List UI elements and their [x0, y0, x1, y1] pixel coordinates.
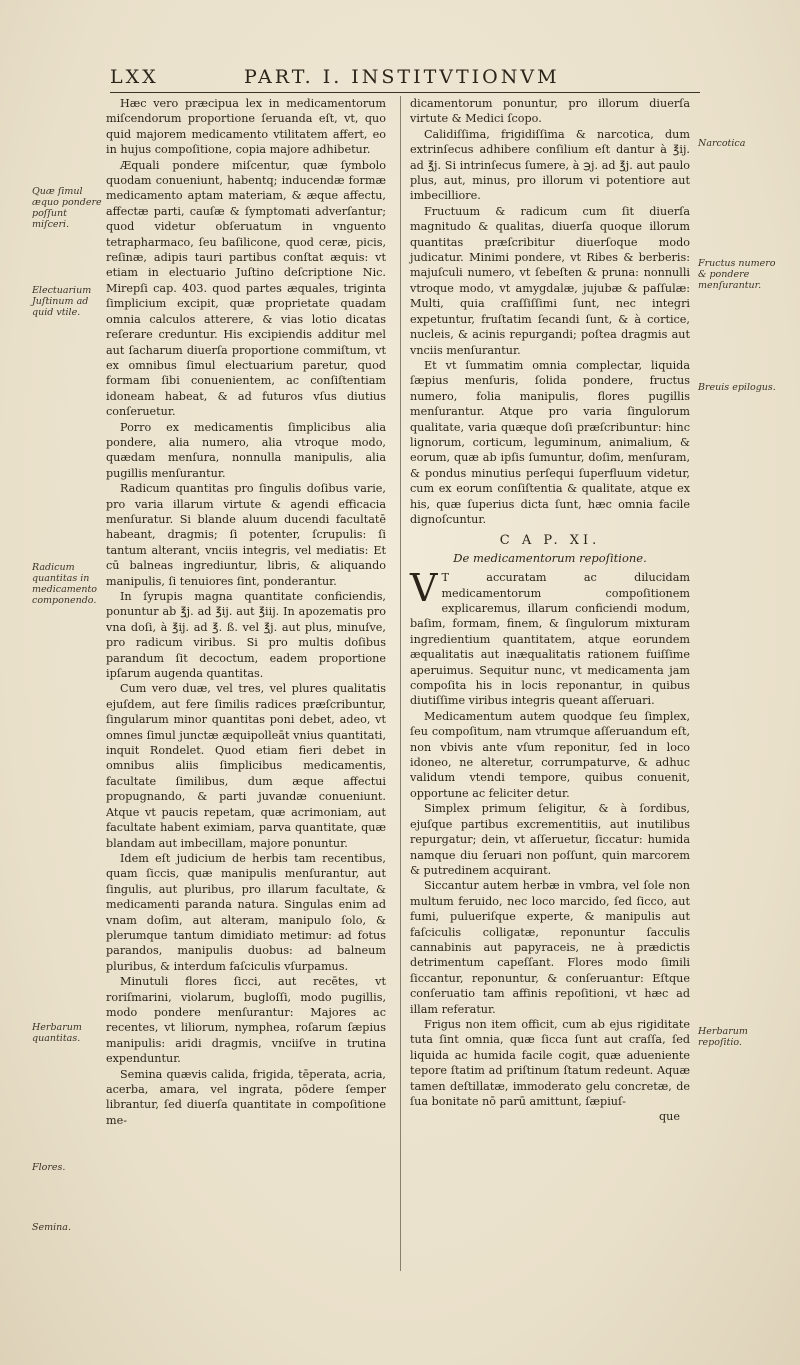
drop-cap: V: [410, 566, 438, 611]
paragraph: Hæc vero præcipua lex in medicamentorum miſcendorum proportione ſeruanda eſt, vt, quo quid majorem medicamento vtilitatem affert, eo in hujus compoſitione, copia majore adhibetur.: [106, 97, 386, 157]
chapter-first-paragraph: [410, 566, 690, 709]
paragraph: Frigus non item officit, cum ab ejus rigiditate tuta ſint omnia, quæ ſicca ſunt aut craſſa, ſed liquida ac humida facile cogit, quæ adueniente tepore ſtatim ad priſtinum ſtatum redeunt. Aquæ tamen deſtillatæ, immoderato gelu concretæ, de ſua bonitate nō parū amittunt, ſæpiuſ-: [410, 1017, 690, 1108]
paragraph: Idem eſt judicium de herbis tam recentibus, quam ſiccis, quæ manipulis menſurantur, aut ſingulis, aut pluribus, pro illarum facultate, & medicamenti paranda natura. Singulas enim ad vnam doſim, aut alteram, manipulo ſolo, & plerumque tantum dimidiato metimur: ad fotus parandos, manipulis duobus: ad balneum pluribus, & interdum faſciculis vſurpamus.: [106, 851, 386, 973]
paragraph: In ſyrupis magna quantitate conficiendis, ponuntur ab ℥j. ad ℥ij. aut ℥iij. In apozematis pro vna doſi, à ℥ij. ad ℥. ß. vel ℥j. aut plus, minuſve, pro radicum viribus. Si pro multis doſibus parandum ſit decoctum, eadem proportione ipſarum augenda quantitas.: [106, 590, 386, 681]
paragraph: Et vt ſummatim omnia complectar, liquida ſæpius menſuris, ſolida pondere, fructus numero, folia manipulis, flores pugillis menſurantur. Atque pro varia ſingulorum qualitate, varia quæque doſi præſcribuntur: hinc lignorum, corticum, leguminum, animalium, & eorum, quæ ab ipſis ſumuntur, doſim, menſuram, & pondus minutius perſequi ſuperfluum videtur, cum ex eorum conſiſtentia & qualitate, atque ex his, quæ ſuperius dicta ſunt, hæc omnia facile dignoſcuntur.: [410, 358, 690, 526]
running-title: PART. I. INSTITVTIONVM: [244, 66, 560, 88]
page-number: LXX: [110, 66, 159, 88]
margin-note-right-1: Narcotica: [698, 138, 746, 149]
column-divider: [400, 96, 401, 1271]
paragraph: Siccantur autem herbæ in vmbra, vel ſole non multum feruido, nec loco marcido, ſed ſicco, aut fumi, pulueriſque experte, & manipulis aut faſciculis colligatæ, reponuntur ſacculis cannabinis aut papyraceis, ne à prædictis detrimentum capeſſant. Flores modo ſimili ſiccantur, reponuntur, & conſeruantur: Eſtque conſeruatio tam affinis repoſitioni, vt hæc ad illam referatur.: [410, 879, 690, 1016]
chapter-number: C A P. XI.: [499, 533, 601, 549]
paragraph: Cum vero duæ, vel tres, vel plures qualitatis ejuſdem, aut fere ſimilis radices præſcribuntur, ſingularum minor quantitas poni debet, adeo, vt omnes ſimul junctæ æquipolleāt vnius quantitati, inquit Rondelet. Quod etiam fieri debet in omnibus aliis ſimplicibus medicamentis, facultate ſimilibus, dum æque affectui propugnando, & parti juvandæ conueniunt. Atque vt paucis repetam, quæ acrimoniam, aut facultate habent eximiam, parva quantitate, quæ blandam aut imbecillam, majore ponuntur.: [106, 682, 386, 850]
paragraph: Minutuli flores ſicci, aut recētes, vt roriſmarini, violarum, bugloſſi, modo pugillis, modo pondere menſurantur: Majores ac recentes, vt liliorum, nymphea, roſarum ſæpius manipulis: aridi dragmis, vnciiſve in trutina expenduntur.: [106, 975, 386, 1066]
paragraph: dicamentorum ponuntur, pro illorum diuerſa virtute & Medici ſcopo.: [410, 97, 690, 126]
chapter-title: De medicamentorum repoſitione.: [453, 550, 647, 565]
margin-note-left-1: Quæ ſimul æquo pondere poſſunt miſceri.: [32, 186, 102, 230]
paragraph: Æquali pondere miſcentur, quæ ſymbolo quodam conueniunt, habentq; inducendæ formæ medicamento aptam materiam, & æque affectu, affectæ parti, cauſæ & ſymptomati adverſantur; quod videtur obſeruatum in vnguento tetrapharmaco, ſeu baſilicone, quod ceræ, picis, reſinæ, adipis tauri partibus conſtat æquis: vt etiam in electuario Juſtino deſcriptione Nic. Mirepſi cap. 403. quod partes æquales, triginta ſimplicium excipit, quæ proprietate quadam omnia calculos atterere, & vias lotio dicatas reſerare creduntur. His excipiendis additur mel aut ſacharum diuerſa proportione commiſtum, vt ex omnibus ſimul electuarium paretur, quod formam ſibi conuenientem, ac conſiſtentiam idoneam habeat, & ad futuros vſus diutius conſeruetur.: [106, 158, 386, 419]
margin-note-right-2: Fructus numero & pondere menſurantur.: [698, 258, 776, 291]
paragraph: Porro ex medicamentis ſimplicibus alia pondere, alia numero, alia vtroque modo, quædam menſura, nonnulla manipulis, alia pugillis menſurantur.: [106, 420, 386, 480]
right-column: [410, 96, 690, 1125]
margin-note-left-6: Semina.: [32, 1222, 71, 1233]
paragraph: Medicamentum autem quodque ſeu ſimplex, ſeu compoſitum, nam vtrumque aſſeruandum eſt, non vbivis ante vſum reponitur, ſed in loco idoneo, ne alteretur, corrumpaturve, & adhuc validum vtendi tempore, quibus conuenit, opportune ac feliciter detur.: [410, 709, 690, 800]
chapter-first-text: T accuratam ac dilucidam medicamentorum compoſitionem explicaremus, illarum conficiendi modum, baſim, formam, finem, & ſingulorum mixturam ingredientium quantitatem, atque eorundem æqualitatis aut inæqualitatis rationem fuiſſime aperuimus. Sequitur nunc, vt medicamenta jam compoſita his in locis reponantur, in quibus diutiſſime viribus integris queant aſſeruari.: [410, 571, 690, 708]
paragraph: Calidiſſima, frigidiſſima & narcotica, dum extrinſecus adhibere conſilium eſt dantur à ℥ij. ad ℥j. Si intrinſecus ſumere, à ℈j. ad ℥j. aut paulo plus, aut, minus, pro illorum vi potentiore aut imbecilliore.: [410, 127, 690, 203]
paragraph: Fructuum & radicum cum ſit diuerſa magnitudo & qualitas, diuerſa quoque illorum quantitas præſcribitur diuerſoque modo judicatur. Minimi pondere, vt Ribes & berberis: majuſculi numero, vt ſebeſten & pruna: nonnulli vtroque modo, vt amygdalæ, jujubæ & paſſulæ: Multi, quia craſſiſſimi ſunt, nec integri expetuntur, fruſtatim ſecandi ſunt, & à cortice, nucleis, & acinis repurgandi; poſtea dragmis aut vnciis menſurantur.: [410, 204, 690, 357]
margin-note-left-5: Flores.: [32, 1162, 66, 1173]
margin-note-right-3: Breuis epilogus.: [698, 382, 776, 393]
margin-note-left-4: Herbarum quantitas.: [32, 1022, 82, 1044]
margin-note-left-3: Radicum quantitas in medicamento componendo.: [32, 562, 98, 606]
running-header: [110, 66, 700, 92]
catchword: que: [659, 1110, 680, 1124]
left-column: [106, 96, 386, 1128]
margin-note-left-2: Electuarium Juſtinum ad quid vtile.: [32, 285, 92, 318]
paragraph: Semina quævis calida, frigida, tēperata, acria, acerba, amara, vel ingrata, pōdere ſemper librantur, ſed diuerſa quantitate in compoſitione me-: [106, 1067, 386, 1127]
paragraph: Radicum quantitas pro ſingulis doſibus varie, pro varia illarum virtute & agendi efficacia menſuratur. Si blande aluum ducendi facultatē habeant, dragmis; ſi potenter, ſcrupulis: ſi tantum alterant, vnciis integris, vel mediatis: Et cū balneas ingrediuntur, libris, & aliquando manipulis, ſi tenuiores ſint, ponderantur.: [106, 482, 386, 588]
header-rule: [110, 92, 700, 93]
margin-note-right-4: Herbarum repoſitio.: [698, 1026, 748, 1048]
paragraph: Simplex primum ſeligitur, & à ſordibus, ejuſque partibus excrementitiis, aut inutilibus repurgatur; dein, vt aſſeruetur, ſiccatur: humida namque diu ſeruari non poſſunt, quin marcorem & putredinem acquirant.: [410, 802, 690, 877]
